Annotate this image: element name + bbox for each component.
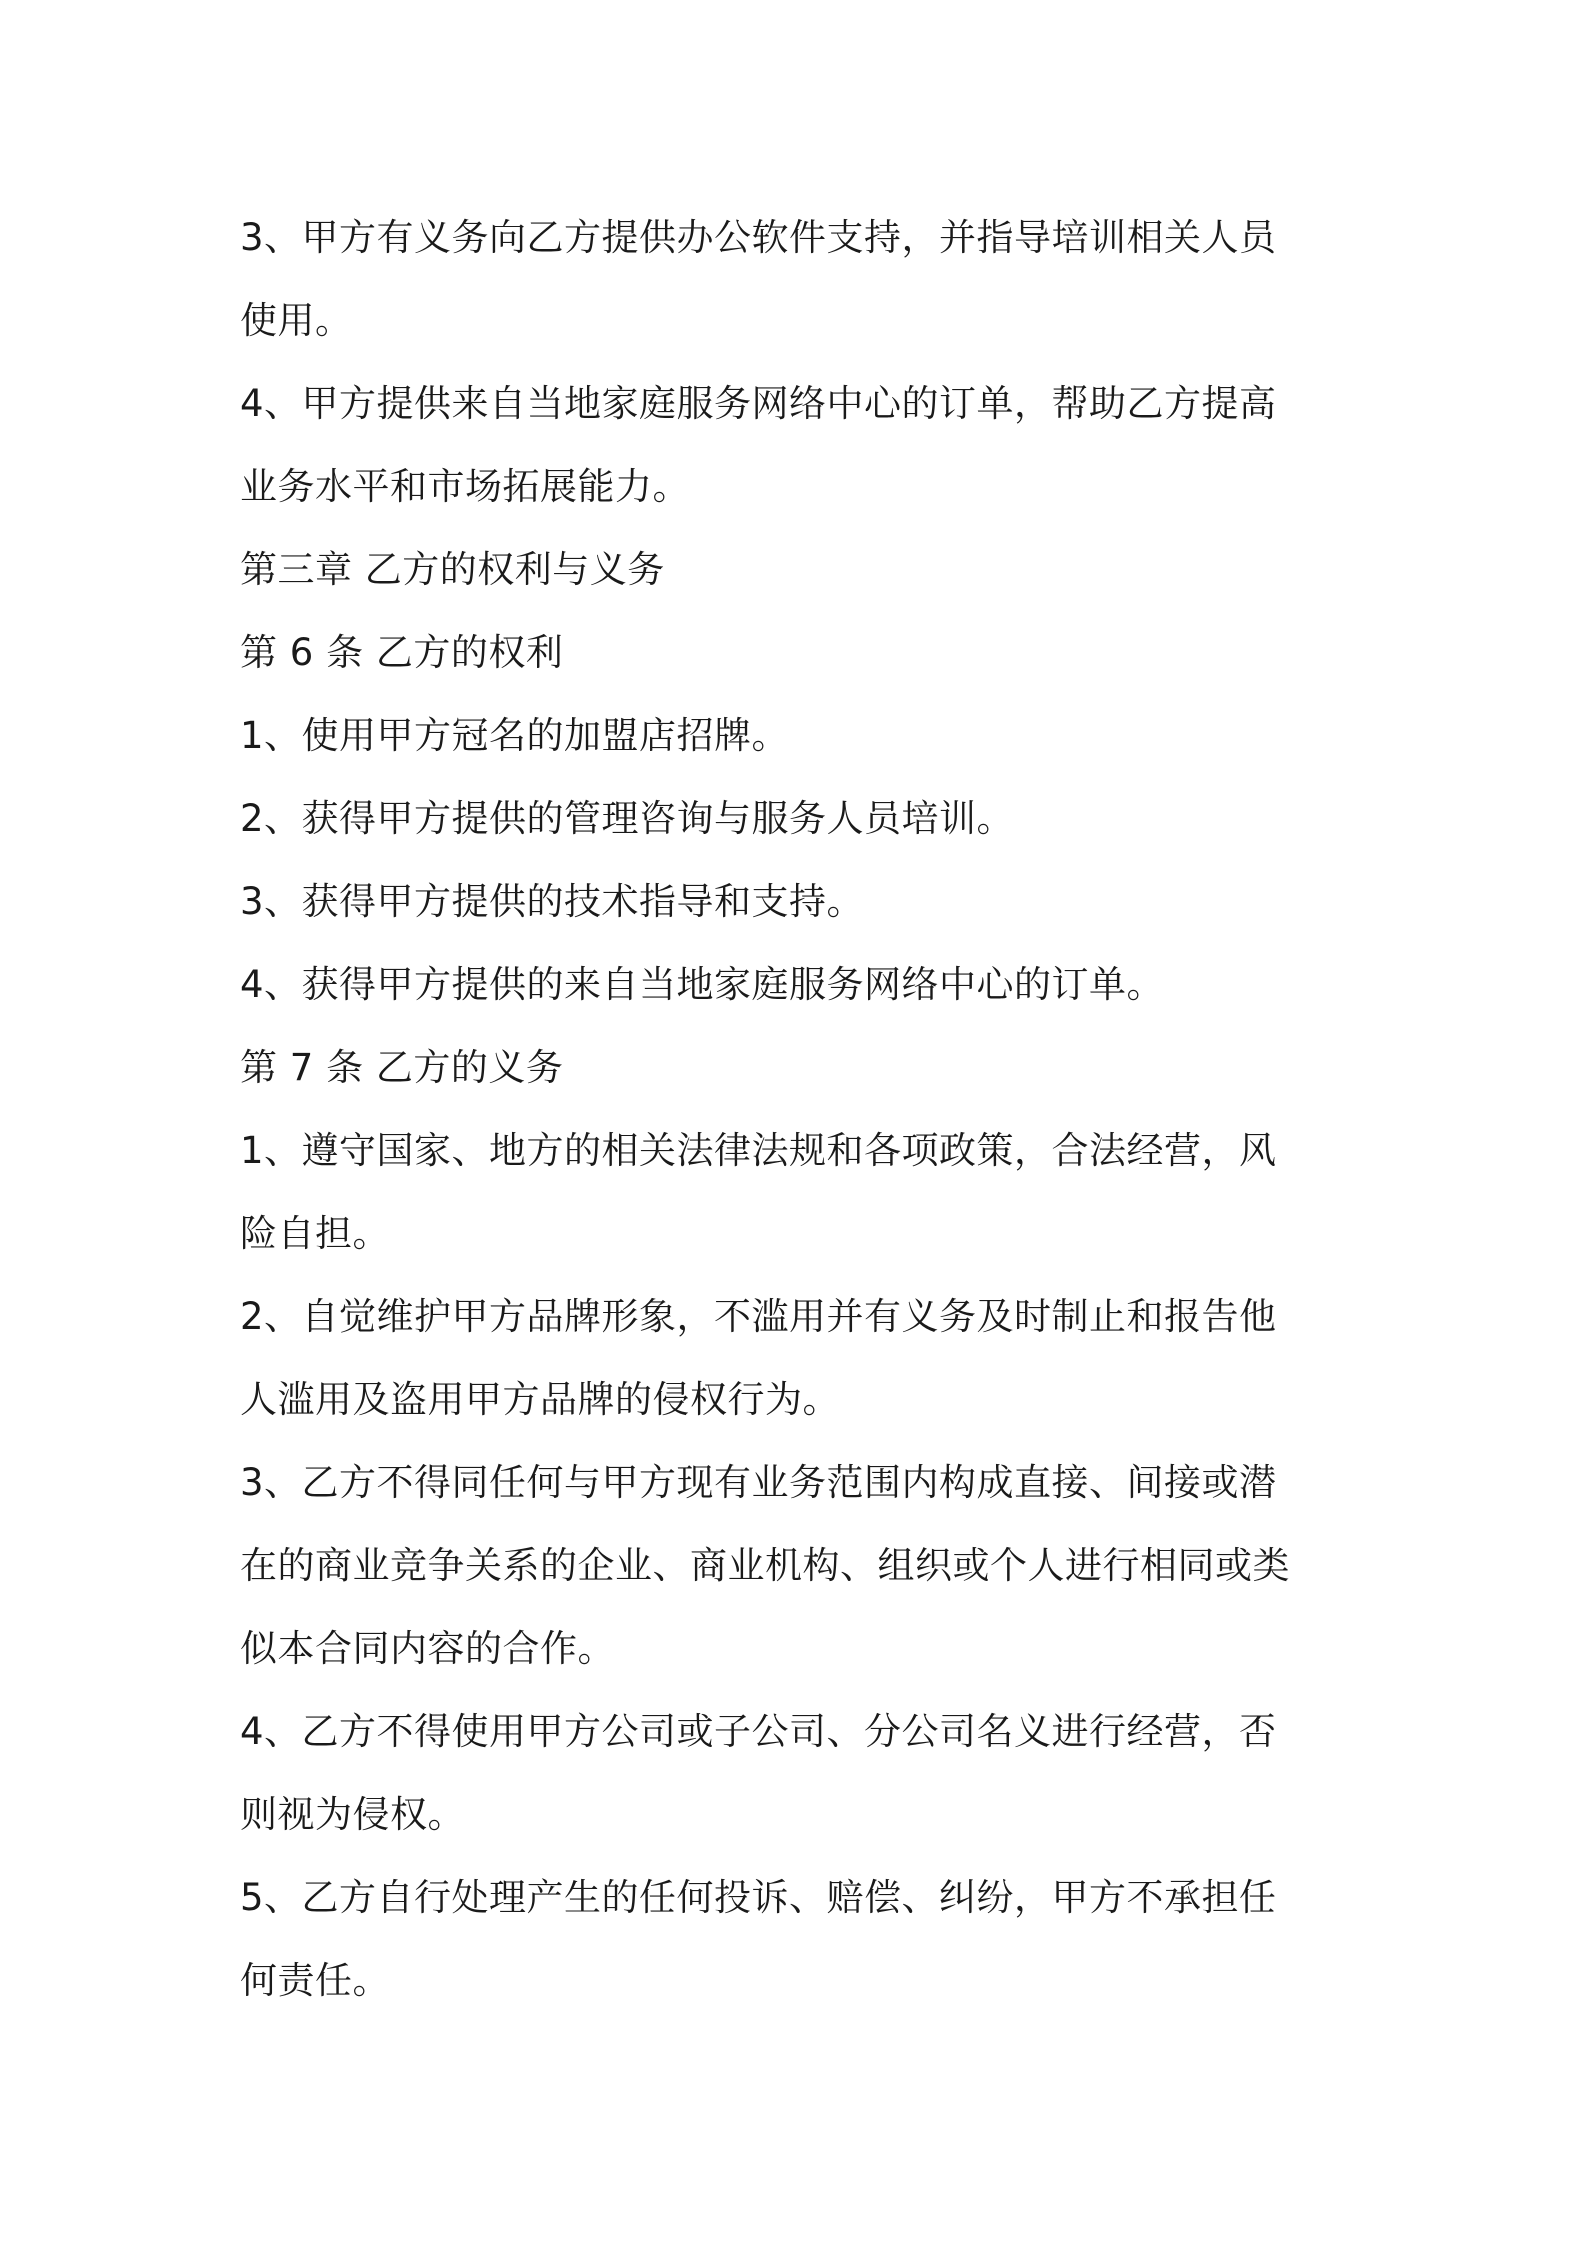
text-line: 业务水平和市场拓展能力。 bbox=[240, 465, 690, 508]
article-6-heading bbox=[240, 611, 1360, 694]
text-line: 2、自觉维护甲方品牌形象，不滥用并有义务及时制止和报告他 bbox=[240, 1295, 1277, 1338]
chapter-title: 第三章 乙方的权利与义务 bbox=[240, 548, 665, 591]
text-line: 3、乙方不得同任何与甲方现有业务范围内构成直接、间接或潜 bbox=[240, 1461, 1277, 1504]
text-line: 似本合同内容的合作。 bbox=[240, 1627, 615, 1670]
text-line: 则视为侵权。 bbox=[240, 1793, 465, 1836]
right-2 bbox=[240, 777, 1360, 860]
article-title: 第 7 条 乙方的义务 bbox=[240, 1046, 564, 1089]
text-line: 3、获得甲方提供的技术指导和支持。 bbox=[240, 880, 865, 923]
text-line: 5、乙方自行处理产生的任何投诉、赔偿、纠纷，甲方不承担任 bbox=[240, 1876, 1277, 1919]
right-4 bbox=[240, 943, 1360, 1026]
text-line: 3、甲方有义务向乙方提供办公软件支持，并指导培训相关人员 bbox=[240, 216, 1277, 259]
clause-party-a-3 bbox=[240, 196, 1360, 362]
text-line: 险自担。 bbox=[240, 1212, 390, 1255]
text-line: 2、获得甲方提供的管理咨询与服务人员培训。 bbox=[240, 797, 1015, 840]
obligation-4 bbox=[240, 1690, 1360, 1856]
clause-party-a-4 bbox=[240, 362, 1360, 528]
obligation-1 bbox=[240, 1109, 1360, 1275]
text-line: 使用。 bbox=[240, 299, 353, 342]
chapter-heading bbox=[240, 528, 1360, 611]
text-line: 1、遵守国家、地方的相关法律法规和各项政策，合法经营，风 bbox=[240, 1129, 1277, 1172]
text-line: 1、使用甲方冠名的加盟店招牌。 bbox=[240, 714, 790, 757]
text-line: 4、获得甲方提供的来自当地家庭服务网络中心的订单。 bbox=[240, 963, 1165, 1006]
text-line: 4、乙方不得使用甲方公司或子公司、分公司名义进行经营，否 bbox=[240, 1710, 1277, 1753]
right-3 bbox=[240, 860, 1360, 943]
document-body bbox=[240, 196, 1360, 2022]
obligation-5 bbox=[240, 1856, 1360, 2022]
article-title: 第 6 条 乙方的权利 bbox=[240, 631, 564, 674]
text-line: 4、甲方提供来自当地家庭服务网络中心的订单，帮助乙方提高 bbox=[240, 382, 1277, 425]
right-1 bbox=[240, 694, 1360, 777]
text-line: 何责任。 bbox=[240, 1959, 390, 2002]
obligation-3 bbox=[240, 1441, 1360, 1690]
obligation-2 bbox=[240, 1275, 1360, 1441]
article-7-heading bbox=[240, 1026, 1360, 1109]
text-line: 人滥用及盗用甲方品牌的侵权行为。 bbox=[240, 1378, 840, 1421]
text-line: 在的商业竞争关系的企业、商业机构、组织或个人进行相同或类 bbox=[240, 1544, 1290, 1587]
